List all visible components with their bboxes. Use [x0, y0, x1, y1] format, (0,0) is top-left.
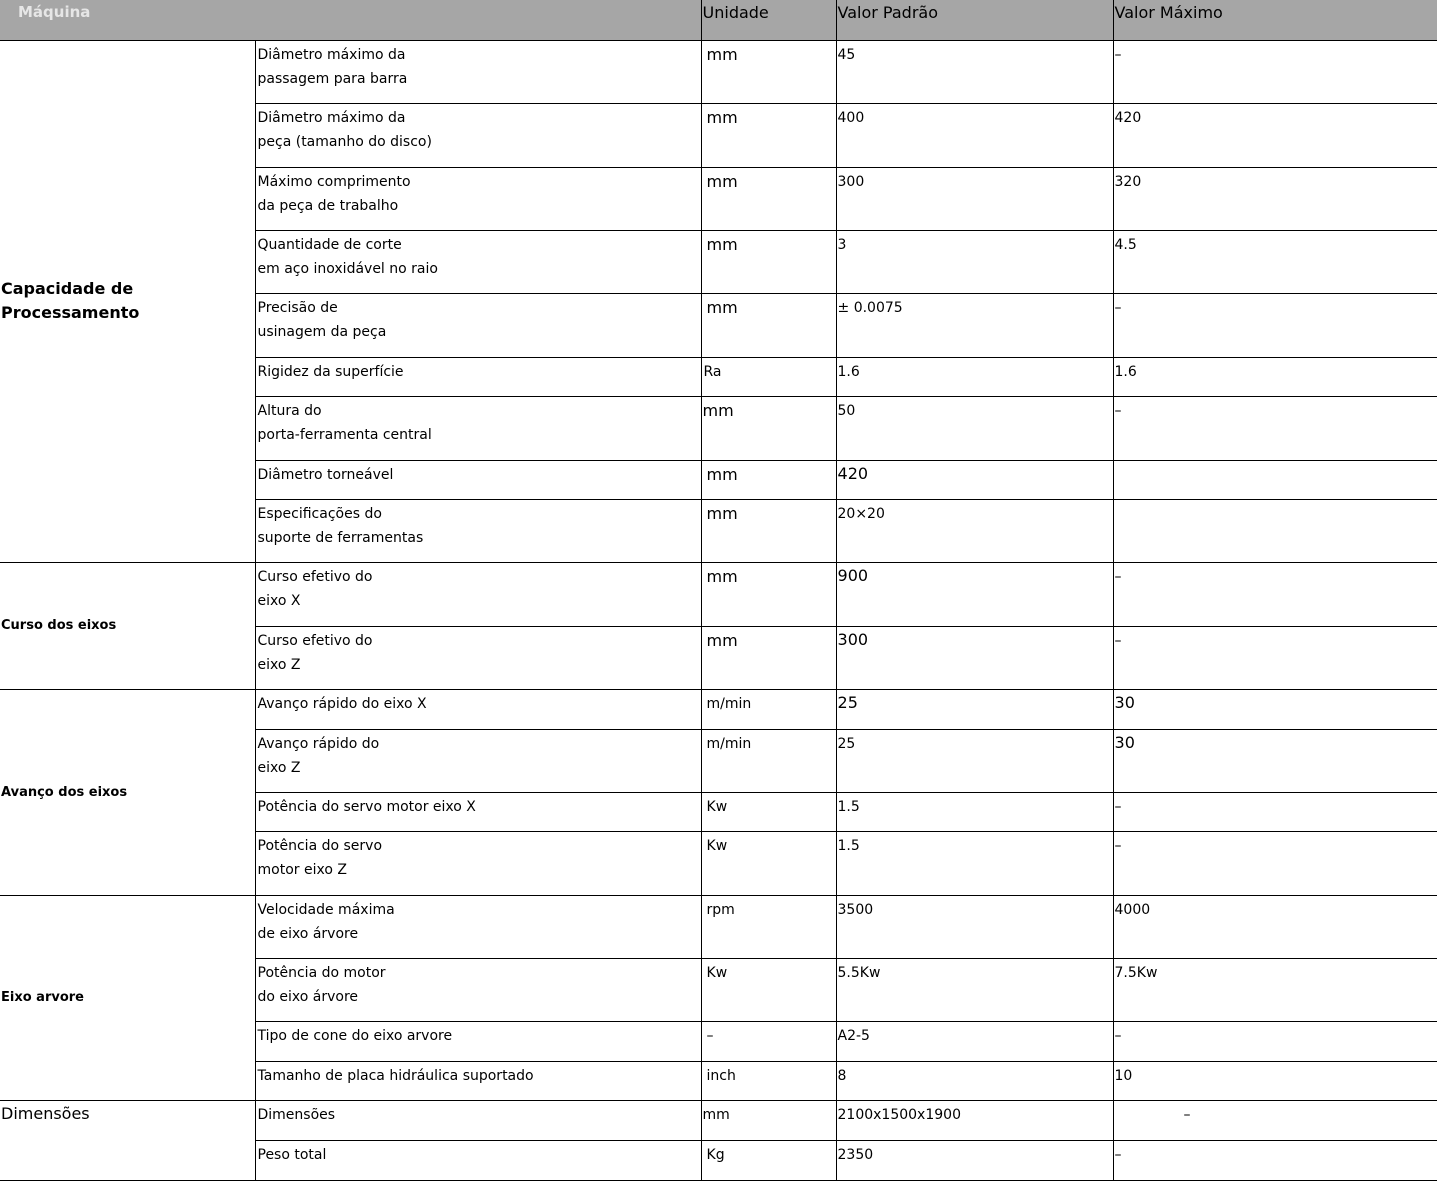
row-unit: mm: [701, 230, 836, 293]
group-label-processing-capacity: Capacidade de Processamento: [0, 40, 255, 562]
row-unit: Ra: [701, 357, 836, 396]
row-description: Potência do motor do eixo árvore: [255, 958, 701, 1021]
row-max-value: –: [1113, 626, 1437, 689]
row-description: Dimensões: [255, 1100, 701, 1140]
row-description: Diâmetro máximo da peça (tamanho do disco): [255, 103, 701, 167]
row-default-value: 3: [836, 230, 1113, 293]
row-unit: m/min: [701, 689, 836, 729]
row-default-value: 1.6: [836, 357, 1113, 396]
row-description: Avanço rápido do eixo X: [255, 689, 701, 729]
row-max-value: –: [1113, 1021, 1437, 1061]
row-unit: rpm: [701, 895, 836, 958]
row-default-value: 300: [836, 626, 1113, 689]
row-default-value: ± 0.0075: [836, 293, 1113, 357]
row-max-value: –: [1113, 562, 1437, 626]
row-default-value: 300: [836, 167, 1113, 230]
row-max-value: –: [1113, 1100, 1437, 1140]
row-unit: mm: [701, 499, 836, 562]
row-unit: –: [701, 1021, 836, 1061]
row-default-value: 1.5: [836, 792, 1113, 831]
row-max-value: 420: [1113, 103, 1437, 167]
row-default-value: 420: [836, 460, 1113, 499]
row-description: Curso efetivo do eixo X: [255, 562, 701, 626]
row-description: Peso total: [255, 1140, 701, 1180]
header-max-value: Valor Máximo: [1113, 0, 1437, 40]
row-max-value: 10: [1113, 1061, 1437, 1100]
row-default-value: 45: [836, 40, 1113, 103]
header-machine: Máquina: [0, 0, 701, 40]
row-default-value: 20×20: [836, 499, 1113, 562]
row-default-value: 50: [836, 396, 1113, 460]
row-default-value: 25: [836, 689, 1113, 729]
header-default-value: Valor Padrão: [836, 0, 1113, 40]
row-description: Avanço rápido do eixo Z: [255, 729, 701, 792]
row-description: Tipo de cone do eixo arvore: [255, 1021, 701, 1061]
row-max-value: –: [1113, 396, 1437, 460]
header-row: [0, 0, 1437, 40]
table-row: [0, 40, 1437, 103]
table-row: [0, 1100, 1437, 1140]
row-max-value: [1113, 460, 1437, 499]
row-max-value: –: [1113, 831, 1437, 895]
row-default-value: 2350: [836, 1140, 1113, 1180]
row-unit: Kw: [701, 831, 836, 895]
row-description: Especificações do suporte de ferramentas: [255, 499, 701, 562]
row-description: Máximo comprimento da peça de trabalho: [255, 167, 701, 230]
group-label-axis-travel: Curso dos eixos: [0, 562, 255, 689]
group-label-dimensions: Dimensões: [0, 1100, 255, 1180]
row-description: Quantidade de corte em aço inoxidável no raio: [255, 230, 701, 293]
row-default-value: A2-5: [836, 1021, 1113, 1061]
row-description: Velocidade máxima de eixo árvore: [255, 895, 701, 958]
row-unit: mm: [701, 1100, 836, 1140]
row-max-value: 30: [1113, 729, 1437, 792]
row-max-value: –: [1113, 792, 1437, 831]
row-unit: mm: [701, 460, 836, 499]
table-row: [0, 689, 1437, 729]
row-description: Tamanho de placa hidráulica suportado: [255, 1061, 701, 1100]
row-description: Potência do servo motor eixo X: [255, 792, 701, 831]
row-max-value: 1.6: [1113, 357, 1437, 396]
row-unit: inch: [701, 1061, 836, 1100]
row-max-value: 4000: [1113, 895, 1437, 958]
row-default-value: 900: [836, 562, 1113, 626]
table-row: [0, 895, 1437, 958]
row-unit: mm: [701, 167, 836, 230]
row-unit: mm: [701, 562, 836, 626]
group-label-axis-feed: Avanço dos eixos: [0, 689, 255, 895]
row-max-value: –: [1113, 293, 1437, 357]
row-unit: mm: [701, 103, 836, 167]
row-unit: mm: [701, 626, 836, 689]
row-max-value: 7.5Kw: [1113, 958, 1437, 1021]
row-default-value: 25: [836, 729, 1113, 792]
row-description: Precisão de usinagem da peça: [255, 293, 701, 357]
row-max-value: 30: [1113, 689, 1437, 729]
row-description: Altura do porta-ferramenta central: [255, 396, 701, 460]
row-max-value: 4.5: [1113, 230, 1437, 293]
row-unit: Kw: [701, 792, 836, 831]
row-max-value: –: [1113, 1140, 1437, 1180]
row-default-value: 1.5: [836, 831, 1113, 895]
header-unit: Unidade: [701, 0, 836, 40]
row-description: Curso efetivo do eixo Z: [255, 626, 701, 689]
row-default-value: 2100x1500x1900: [836, 1100, 1113, 1140]
row-max-value: 320: [1113, 167, 1437, 230]
row-unit: mm: [701, 293, 836, 357]
row-unit: m/min: [701, 729, 836, 792]
row-unit: Kg: [701, 1140, 836, 1180]
row-max-value: [1113, 499, 1437, 562]
row-unit: mm: [701, 396, 836, 460]
row-default-value: 3500: [836, 895, 1113, 958]
group-label-spindle: Eixo arvore: [0, 895, 255, 1100]
row-description: Potência do servo motor eixo Z: [255, 831, 701, 895]
row-default-value: 5.5Kw: [836, 958, 1113, 1021]
row-unit: mm: [701, 40, 836, 103]
row-unit: Kw: [701, 958, 836, 1021]
row-description: Diâmetro torneável: [255, 460, 701, 499]
row-max-value: –: [1113, 40, 1437, 103]
table-row: [0, 562, 1437, 626]
row-description: Rigidez da superfície: [255, 357, 701, 396]
row-default-value: 400: [836, 103, 1113, 167]
row-default-value: 8: [836, 1061, 1113, 1100]
row-description: Diâmetro máximo da passagem para barra: [255, 40, 701, 103]
